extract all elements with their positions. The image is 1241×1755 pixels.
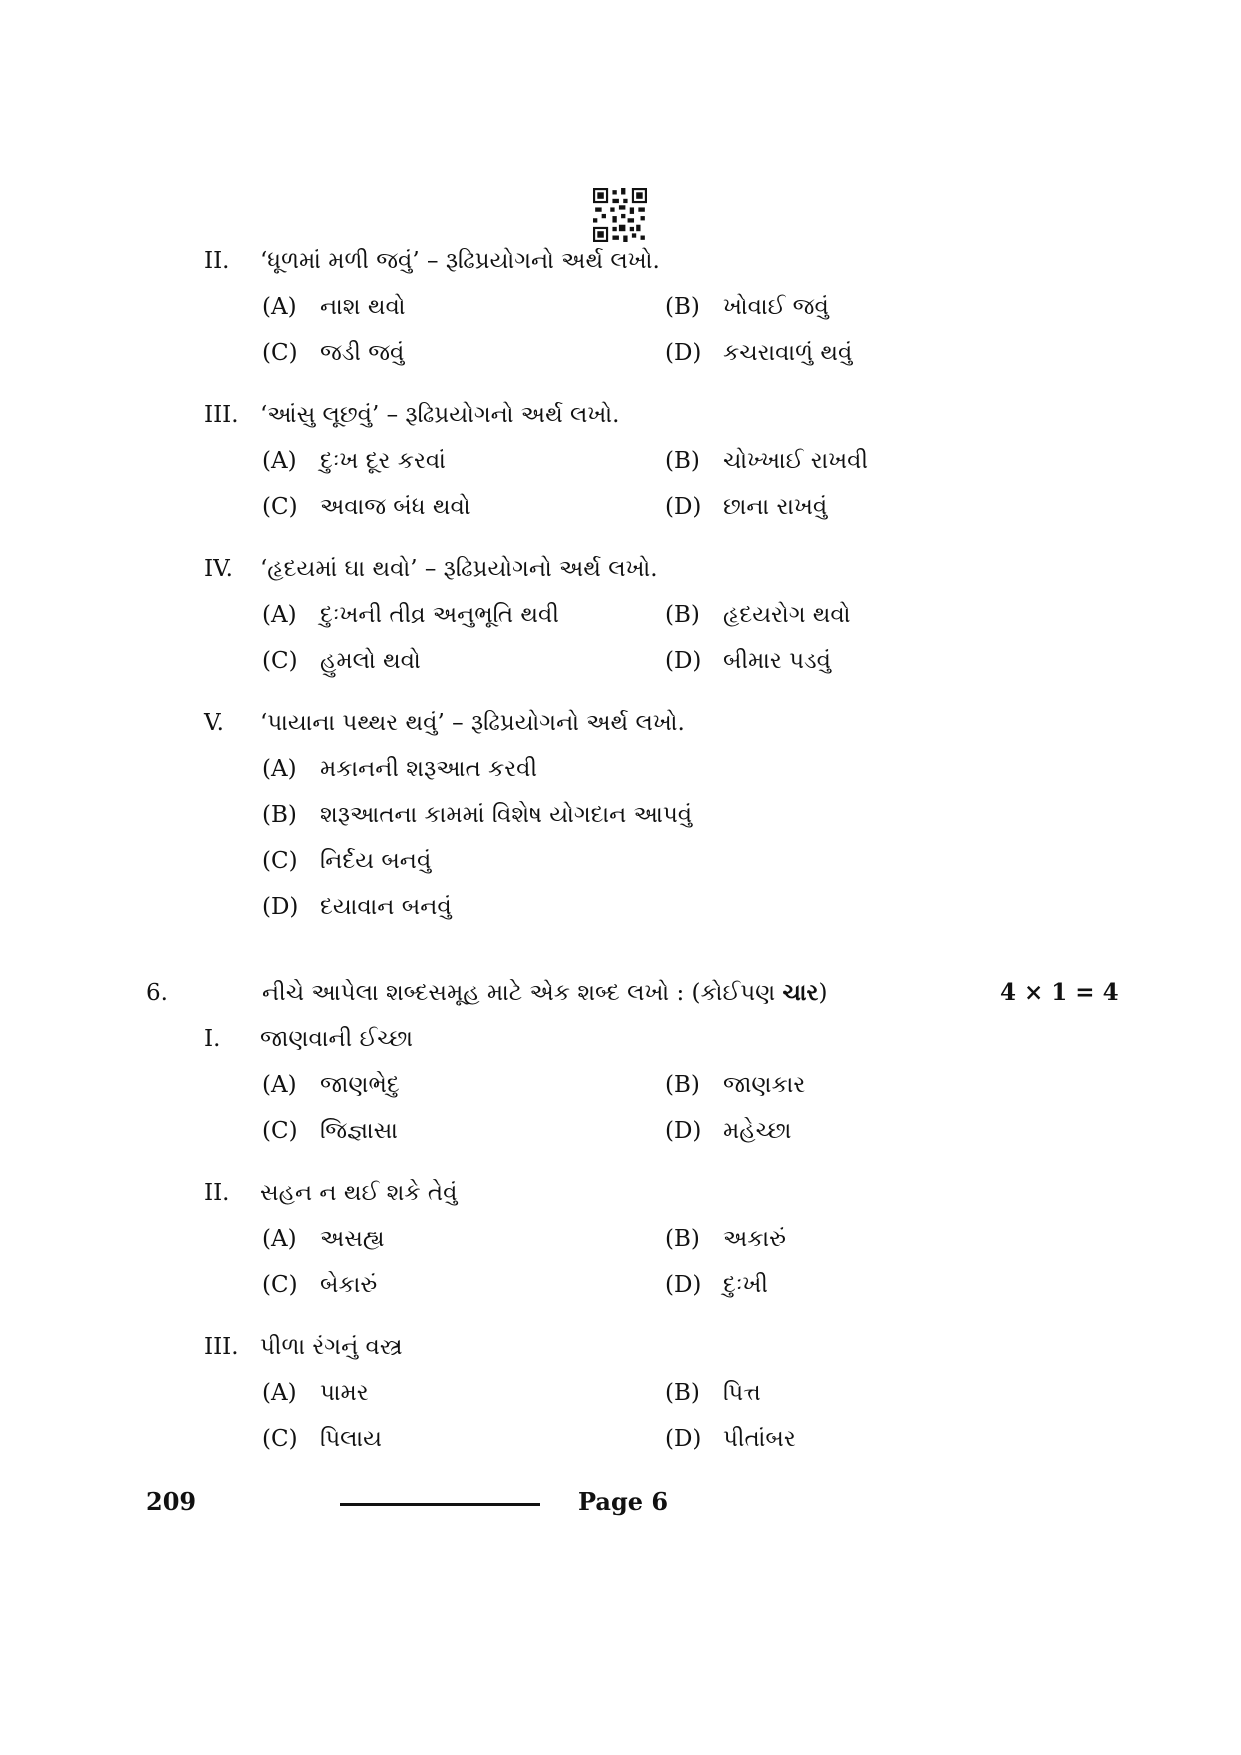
option-text: નિર્દય બનવું xyxy=(320,848,432,874)
qr-code-icon xyxy=(593,188,647,242)
question-5-IV xyxy=(204,554,658,584)
instruction-end: ) xyxy=(818,980,828,1006)
option xyxy=(262,754,537,784)
option xyxy=(262,1224,385,1254)
page-number: Page 6 xyxy=(578,1487,669,1516)
marks-label: 4 × 1 = 4 xyxy=(1000,979,1119,1006)
option-text: ખોવાઈ જવું xyxy=(723,294,829,320)
option-text: હુમલો થવો xyxy=(320,648,421,674)
option-label: (A) xyxy=(262,1226,297,1252)
option-label: (A) xyxy=(262,602,297,628)
question-text: ‘પાયાના પથ્થર થવું’ – રૂઢિપ્રયોગનો અર્થ લખો. xyxy=(260,710,685,736)
option xyxy=(665,492,827,522)
option-label: (C) xyxy=(262,340,298,366)
option-text: અવાજ બંધ થવો xyxy=(320,494,471,520)
option-label: (B) xyxy=(665,448,700,474)
option-label: (D) xyxy=(665,1426,702,1452)
option-label: (C) xyxy=(262,648,298,674)
option xyxy=(665,1224,786,1254)
question-5-II xyxy=(204,246,660,276)
option-text: પીતાંબર xyxy=(723,1426,796,1452)
question-text: પીળા રંગનું વસ્ત્ર xyxy=(260,1334,403,1360)
option xyxy=(262,800,692,830)
option-text: દુઃખ દૂર કરવાં xyxy=(320,448,446,474)
option xyxy=(665,600,851,630)
question-text: ‘ધૂળમાં મળી જવું’ – રૂઢિપ્રયોગનો અર્થ લખો. xyxy=(260,248,660,274)
question-number: IV. xyxy=(204,556,233,582)
option-text: દુઃખી xyxy=(723,1272,768,1298)
option-label: (B) xyxy=(665,1072,700,1098)
option xyxy=(262,646,421,676)
option-label: (A) xyxy=(262,448,297,474)
option-label: (D) xyxy=(262,894,299,920)
option-label: (D) xyxy=(665,494,702,520)
option xyxy=(665,1378,761,1408)
option-label: (B) xyxy=(665,294,700,320)
option-label: (A) xyxy=(262,756,297,782)
option-label: (A) xyxy=(262,1380,297,1406)
option-label: (D) xyxy=(665,1272,702,1298)
option-text: જિજ્ઞાસા xyxy=(320,1118,398,1144)
question-text: જાણવાની ઈચ્છા xyxy=(260,1026,413,1052)
question-5-III xyxy=(204,400,619,430)
option xyxy=(665,1070,805,1100)
question-6-II xyxy=(204,1178,457,1208)
question-number: III. xyxy=(204,402,239,428)
question-6-I xyxy=(204,1024,413,1054)
option xyxy=(262,846,431,876)
question-number: II. xyxy=(204,1180,230,1206)
option-text: જાણકાર xyxy=(723,1072,806,1098)
option xyxy=(262,492,471,522)
option xyxy=(665,446,868,476)
question-6-III xyxy=(204,1332,403,1362)
option-label: (C) xyxy=(262,848,298,874)
option xyxy=(665,1116,791,1146)
option xyxy=(665,1424,796,1454)
option xyxy=(262,600,559,630)
option xyxy=(262,446,446,476)
option-text: મહેચ્છા xyxy=(723,1118,792,1144)
option-text: નાશ થવો xyxy=(320,294,406,320)
option-text: મકાનની શરૂઆત કરવી xyxy=(320,756,538,782)
option xyxy=(665,338,852,368)
option-label: (C) xyxy=(262,1272,298,1298)
option-text: પિલાય xyxy=(320,1426,382,1452)
paper-code: 209 xyxy=(146,1487,197,1516)
option-text: દયાવાન બનવું xyxy=(320,894,452,920)
option xyxy=(262,338,404,368)
option-label: (A) xyxy=(262,1072,297,1098)
option-text: અકારું xyxy=(723,1226,786,1252)
option-text: શરૂઆતના કામમાં વિશેષ યોગદાન આપવું xyxy=(320,802,693,828)
question-5-V xyxy=(204,708,685,738)
option-label: (D) xyxy=(665,648,702,674)
option xyxy=(665,646,831,676)
footer-divider xyxy=(340,1503,540,1506)
option-text: જડી જવું xyxy=(320,340,405,366)
option xyxy=(262,1270,377,1300)
option-text: છાના રાખવું xyxy=(723,494,828,520)
question-number-6: 6. xyxy=(146,980,168,1006)
question-text: સહન ન થઈ શકે તેવું xyxy=(260,1180,458,1206)
option-label: (D) xyxy=(665,1118,702,1144)
option xyxy=(665,292,829,322)
option-text: બેકારું xyxy=(320,1272,378,1298)
option-label: (C) xyxy=(262,1426,298,1452)
option-label: (B) xyxy=(665,1226,700,1252)
option-text: બીમાર પડવું xyxy=(723,648,832,674)
option-text: હૃદયરોગ થવો xyxy=(723,602,851,628)
option-label: (C) xyxy=(262,1118,298,1144)
option-label: (A) xyxy=(262,294,297,320)
option-label: (B) xyxy=(665,602,700,628)
option xyxy=(262,292,406,322)
question-number: II. xyxy=(204,248,230,274)
option-text: પિત્ત xyxy=(723,1380,761,1406)
option-text: પામર xyxy=(320,1380,369,1406)
option-text: અસહ્ય xyxy=(320,1226,385,1252)
option xyxy=(262,1070,400,1100)
option-text: જાણભેદુ xyxy=(320,1072,400,1098)
option xyxy=(262,1378,369,1408)
option-label: (B) xyxy=(262,802,297,828)
question-text: ‘હૃદયમાં ઘા થવો’ – રૂઢિપ્રયોગનો અર્થ લખો. xyxy=(260,556,658,582)
option xyxy=(262,1116,398,1146)
option xyxy=(665,1270,768,1300)
question-6-instruction xyxy=(262,978,827,1008)
option xyxy=(262,1424,382,1454)
option-label: (D) xyxy=(665,340,702,366)
question-text: ‘આંસુ લૂછવું’ – રૂઢિપ્રયોગનો અર્થ લખો. xyxy=(260,402,620,428)
instruction-text: નીચે આપેલા શબ્દસમૂહ માટે એક શબ્દ લખો : (કોઈપણ xyxy=(262,980,783,1006)
option xyxy=(262,892,452,922)
instruction-emphasis: ચાર xyxy=(782,979,819,1006)
question-number: III. xyxy=(204,1334,239,1360)
option-text: દુઃખની તીવ્ર અનુભૂતિ થવી xyxy=(320,602,559,628)
option-text: ચોખ્ખાઈ રાખવી xyxy=(723,448,869,474)
question-number: I. xyxy=(204,1026,221,1052)
option-label: (B) xyxy=(665,1380,700,1406)
option-label: (C) xyxy=(262,494,298,520)
question-number: V. xyxy=(204,710,224,736)
option-text: કચરાવાળું થવું xyxy=(723,340,853,366)
